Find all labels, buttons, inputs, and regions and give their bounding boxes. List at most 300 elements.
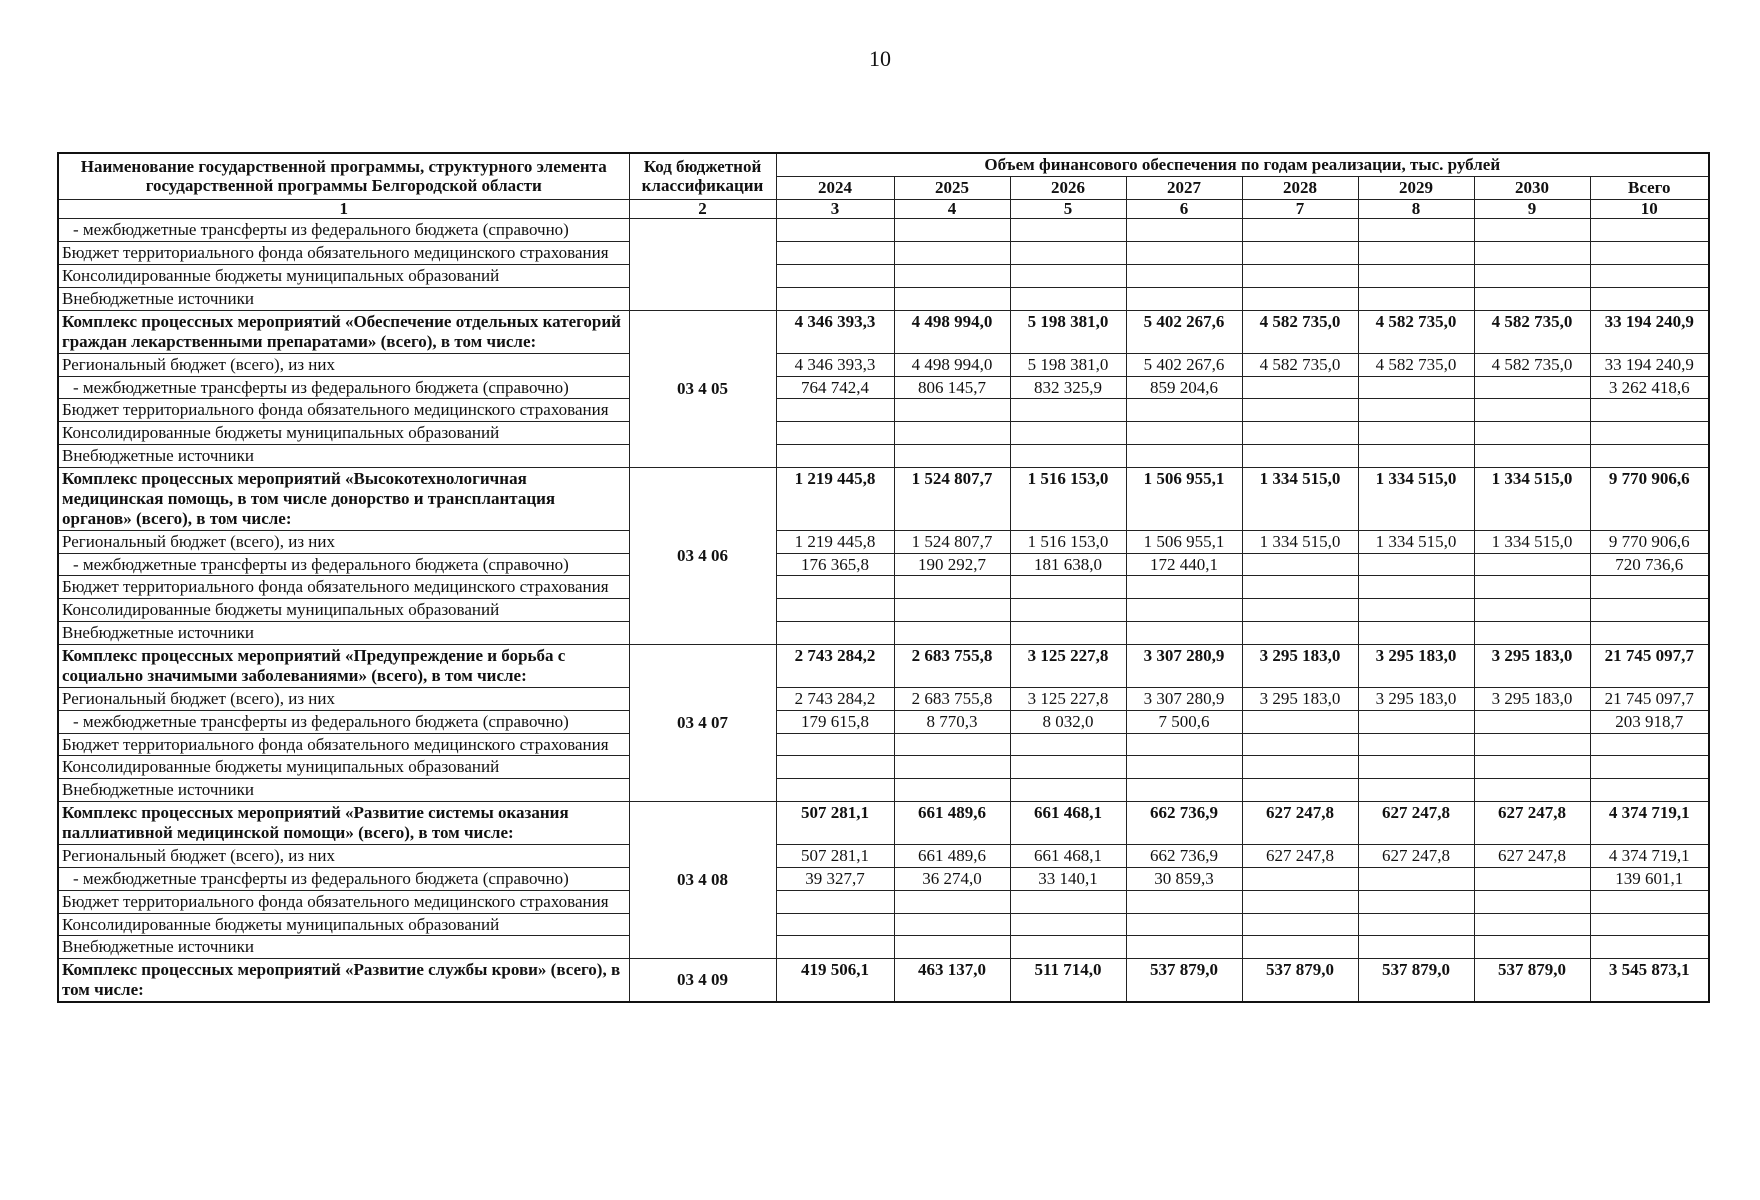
table-row <box>58 576 1709 599</box>
value-total <box>1590 399 1709 422</box>
value-cell <box>894 219 1010 242</box>
value-cell: 1 219 445,8 <box>776 468 894 531</box>
value-cell <box>1242 936 1358 959</box>
value-cell <box>1474 599 1590 622</box>
table-body <box>58 219 1709 1002</box>
row-name: Региональный бюджет (всего), из них <box>58 530 629 553</box>
value-cell: 4 582 735,0 <box>1358 310 1474 353</box>
value-cell <box>1010 422 1126 445</box>
value-total <box>1590 733 1709 756</box>
value-cell <box>1010 219 1126 242</box>
row-name: Региональный бюджет (всего), из них <box>58 353 629 376</box>
value-cell <box>776 756 894 779</box>
table-row <box>58 422 1709 445</box>
table-row <box>58 265 1709 288</box>
value-cell: 1 516 153,0 <box>1010 468 1126 531</box>
value-cell <box>1242 376 1358 399</box>
table-row-measure <box>58 959 1709 1002</box>
value-cell <box>776 936 894 959</box>
value-cell <box>776 445 894 468</box>
value-cell: 3 295 183,0 <box>1474 687 1590 710</box>
value-cell <box>1358 756 1474 779</box>
row-name: Региональный бюджет (всего), из них <box>58 844 629 867</box>
value-cell: 627 247,8 <box>1358 802 1474 845</box>
value-cell: 4 498 994,0 <box>894 310 1010 353</box>
row-name: Комплекс процессных мероприятий «Развитие службы крови» (всего), в том числе: <box>58 959 629 1002</box>
value-cell <box>1242 422 1358 445</box>
value-cell <box>894 445 1010 468</box>
value-cell <box>894 756 1010 779</box>
row-name: Бюджет территориального фонда обязательного медицинского страхования <box>58 733 629 756</box>
header-name: Наименование государственной программы, структурного элемента государственной программы Белгородской области <box>58 153 629 199</box>
row-name: Внебюджетные источники <box>58 779 629 802</box>
value-cell <box>1358 779 1474 802</box>
table-row <box>58 599 1709 622</box>
value-cell <box>1474 890 1590 913</box>
value-cell <box>1474 936 1590 959</box>
value-cell <box>894 399 1010 422</box>
value-cell <box>894 576 1010 599</box>
value-cell <box>1126 599 1242 622</box>
value-cell: 4 582 735,0 <box>1242 310 1358 353</box>
value-cell <box>1474 913 1590 936</box>
value-cell <box>1474 756 1590 779</box>
row-name: Внебюджетные источники <box>58 936 629 959</box>
value-cell: 627 247,8 <box>1242 802 1358 845</box>
value-cell <box>1474 576 1590 599</box>
value-cell: 662 736,9 <box>1126 844 1242 867</box>
value-cell <box>1242 242 1358 265</box>
header-year: 2030 <box>1474 176 1590 199</box>
table-row <box>58 288 1709 311</box>
value-cell: 5 198 381,0 <box>1010 310 1126 353</box>
value-cell <box>1474 710 1590 733</box>
value-cell: 661 468,1 <box>1010 802 1126 845</box>
value-total <box>1590 219 1709 242</box>
value-cell <box>1242 890 1358 913</box>
value-cell <box>1242 553 1358 576</box>
column-number: 1 <box>58 199 629 219</box>
value-total <box>1590 756 1709 779</box>
value-total <box>1590 779 1709 802</box>
table-row <box>58 376 1709 399</box>
value-cell: 5 198 381,0 <box>1010 353 1126 376</box>
value-cell: 1 524 807,7 <box>894 468 1010 531</box>
row-name: Бюджет территориального фонда обязательного медицинского страхования <box>58 242 629 265</box>
row-name: Комплекс процессных мероприятий «Развитие системы оказания паллиативной медицинской помощи» (всего), в том числе: <box>58 802 629 845</box>
value-cell <box>776 219 894 242</box>
value-cell <box>1474 376 1590 399</box>
value-cell <box>1358 733 1474 756</box>
value-total: 139 601,1 <box>1590 867 1709 890</box>
value-cell <box>1242 779 1358 802</box>
value-cell: 661 489,6 <box>894 844 1010 867</box>
value-cell: 4 582 735,0 <box>1474 353 1590 376</box>
value-cell <box>1126 913 1242 936</box>
value-cell <box>1126 622 1242 645</box>
value-cell <box>1010 936 1126 959</box>
value-cell: 3 295 183,0 <box>1242 687 1358 710</box>
value-total: 4 374 719,1 <box>1590 802 1709 845</box>
value-cell <box>1126 936 1242 959</box>
header-year: 2024 <box>776 176 894 199</box>
value-cell <box>776 265 894 288</box>
value-cell <box>1242 288 1358 311</box>
table-row <box>58 890 1709 913</box>
value-cell <box>1358 913 1474 936</box>
column-number: 7 <box>1242 199 1358 219</box>
value-cell <box>1010 756 1126 779</box>
value-cell <box>776 399 894 422</box>
value-cell <box>776 576 894 599</box>
value-cell <box>1358 867 1474 890</box>
value-cell: 4 582 735,0 <box>1242 353 1358 376</box>
value-cell <box>1126 288 1242 311</box>
value-cell: 4 346 393,3 <box>776 310 894 353</box>
value-cell <box>1474 399 1590 422</box>
value-cell: 537 879,0 <box>1126 959 1242 1002</box>
value-total <box>1590 936 1709 959</box>
row-name: Консолидированные бюджеты муниципальных образований <box>58 599 629 622</box>
value-cell <box>1242 867 1358 890</box>
value-cell <box>776 733 894 756</box>
value-total: 33 194 240,9 <box>1590 353 1709 376</box>
budget-code: 03 4 07 <box>629 645 776 802</box>
table-row <box>58 867 1709 890</box>
row-name: Региональный бюджет (всего), из них <box>58 687 629 710</box>
value-cell: 5 402 267,6 <box>1126 310 1242 353</box>
value-cell: 1 516 153,0 <box>1010 530 1126 553</box>
row-name: Бюджет территориального фонда обязательного медицинского страхования <box>58 576 629 599</box>
value-cell: 3 125 227,8 <box>1010 687 1126 710</box>
value-cell: 2 683 755,8 <box>894 687 1010 710</box>
value-cell <box>1358 576 1474 599</box>
value-total: 9 770 906,6 <box>1590 530 1709 553</box>
value-cell: 5 402 267,6 <box>1126 353 1242 376</box>
table-row <box>58 733 1709 756</box>
value-cell: 661 468,1 <box>1010 844 1126 867</box>
value-cell <box>1358 553 1474 576</box>
value-cell <box>1358 890 1474 913</box>
value-cell <box>1474 288 1590 311</box>
header-year: 2025 <box>894 176 1010 199</box>
value-cell <box>1474 422 1590 445</box>
header-year: 2026 <box>1010 176 1126 199</box>
value-cell: 1 506 955,1 <box>1126 468 1242 531</box>
table-row <box>58 353 1709 376</box>
value-cell <box>1010 265 1126 288</box>
table-row-measure <box>58 802 1709 845</box>
value-cell <box>1358 376 1474 399</box>
value-cell <box>1242 599 1358 622</box>
table-row <box>58 622 1709 645</box>
budget-table <box>57 152 1710 1003</box>
value-cell: 2 683 755,8 <box>894 645 1010 688</box>
value-cell <box>894 599 1010 622</box>
table-row-measure <box>58 645 1709 688</box>
value-total: 203 918,7 <box>1590 710 1709 733</box>
header-year: 2027 <box>1126 176 1242 199</box>
value-cell <box>1242 622 1358 645</box>
value-cell <box>1126 399 1242 422</box>
table-row <box>58 445 1709 468</box>
row-name: - межбюджетные трансферты из федерального бюджета (справочно) <box>58 376 629 399</box>
value-cell <box>1242 219 1358 242</box>
value-cell: 627 247,8 <box>1474 802 1590 845</box>
value-cell <box>1474 265 1590 288</box>
value-total <box>1590 288 1709 311</box>
value-total <box>1590 913 1709 936</box>
value-cell <box>776 599 894 622</box>
value-cell <box>1474 242 1590 265</box>
value-cell: 507 281,1 <box>776 844 894 867</box>
value-cell <box>1010 890 1126 913</box>
value-cell: 1 524 807,7 <box>894 530 1010 553</box>
value-cell: 1 334 515,0 <box>1242 468 1358 531</box>
value-cell <box>776 422 894 445</box>
value-total <box>1590 422 1709 445</box>
value-cell: 179 615,8 <box>776 710 894 733</box>
table-row <box>58 687 1709 710</box>
value-cell <box>776 242 894 265</box>
value-cell: 181 638,0 <box>1010 553 1126 576</box>
value-cell <box>1242 576 1358 599</box>
row-name: Бюджет территориального фонда обязательного медицинского страхования <box>58 890 629 913</box>
value-cell: 463 137,0 <box>894 959 1010 1002</box>
header-volume: Объем финансового обеспечения по годам реализации, тыс. рублей <box>776 153 1709 176</box>
value-cell <box>1358 622 1474 645</box>
value-cell: 2 743 284,2 <box>776 645 894 688</box>
column-number: 6 <box>1126 199 1242 219</box>
value-cell <box>1010 445 1126 468</box>
value-total: 33 194 240,9 <box>1590 310 1709 353</box>
value-cell <box>1358 445 1474 468</box>
value-total <box>1590 242 1709 265</box>
value-cell <box>894 890 1010 913</box>
value-cell: 627 247,8 <box>1242 844 1358 867</box>
value-cell: 3 307 280,9 <box>1126 645 1242 688</box>
value-cell: 511 714,0 <box>1010 959 1126 1002</box>
value-cell: 3 295 183,0 <box>1242 645 1358 688</box>
value-cell <box>1010 242 1126 265</box>
value-cell: 1 506 955,1 <box>1126 530 1242 553</box>
value-cell: 537 879,0 <box>1474 959 1590 1002</box>
budget-code: 03 4 09 <box>629 959 776 1002</box>
value-cell: 537 879,0 <box>1242 959 1358 1002</box>
value-cell: 627 247,8 <box>1474 844 1590 867</box>
value-cell <box>1358 710 1474 733</box>
value-cell: 2 743 284,2 <box>776 687 894 710</box>
value-cell: 36 274,0 <box>894 867 1010 890</box>
value-cell <box>1010 622 1126 645</box>
value-cell: 3 295 183,0 <box>1358 687 1474 710</box>
column-number: 8 <box>1358 199 1474 219</box>
value-cell: 30 859,3 <box>1126 867 1242 890</box>
row-name: - межбюджетные трансферты из федерального бюджета (справочно) <box>58 710 629 733</box>
value-cell: 662 736,9 <box>1126 802 1242 845</box>
budget-code: 03 4 06 <box>629 468 776 645</box>
value-cell <box>894 422 1010 445</box>
table-row <box>58 242 1709 265</box>
table-row <box>58 936 1709 959</box>
value-cell: 3 295 183,0 <box>1474 645 1590 688</box>
value-total <box>1590 599 1709 622</box>
value-cell: 832 325,9 <box>1010 376 1126 399</box>
value-cell <box>894 913 1010 936</box>
row-name: Консолидированные бюджеты муниципальных образований <box>58 422 629 445</box>
value-cell: 1 219 445,8 <box>776 530 894 553</box>
column-number: 4 <box>894 199 1010 219</box>
row-name: Внебюджетные источники <box>58 288 629 311</box>
value-cell: 7 500,6 <box>1126 710 1242 733</box>
value-cell <box>1126 265 1242 288</box>
value-cell: 419 506,1 <box>776 959 894 1002</box>
value-cell: 1 334 515,0 <box>1358 530 1474 553</box>
value-cell <box>776 779 894 802</box>
value-cell: 172 440,1 <box>1126 553 1242 576</box>
value-cell <box>894 936 1010 959</box>
value-cell <box>1474 779 1590 802</box>
header-total: Всего <box>1590 176 1709 199</box>
value-total: 3 262 418,6 <box>1590 376 1709 399</box>
row-name: Комплекс процессных мероприятий «Высокотехнологичная медицинская помощь, в том числе донорство и трансплантация органов» (всего), в том числе: <box>58 468 629 531</box>
value-cell <box>776 288 894 311</box>
row-name: Комплекс процессных мероприятий «Предупреждение и борьба с социально значимыми заболеваниями» (всего), в том числе: <box>58 645 629 688</box>
column-number: 5 <box>1010 199 1126 219</box>
value-cell: 3 295 183,0 <box>1358 645 1474 688</box>
value-cell <box>894 288 1010 311</box>
value-cell <box>894 622 1010 645</box>
value-cell <box>894 779 1010 802</box>
value-cell <box>1126 733 1242 756</box>
value-cell <box>894 265 1010 288</box>
value-cell: 806 145,7 <box>894 376 1010 399</box>
value-cell <box>1242 265 1358 288</box>
value-cell: 33 140,1 <box>1010 867 1126 890</box>
value-cell <box>1474 733 1590 756</box>
value-cell <box>1242 913 1358 936</box>
value-cell <box>1126 422 1242 445</box>
value-cell <box>894 242 1010 265</box>
value-cell: 1 334 515,0 <box>1358 468 1474 531</box>
value-cell <box>1242 733 1358 756</box>
value-cell: 4 582 735,0 <box>1474 310 1590 353</box>
value-total: 9 770 906,6 <box>1590 468 1709 531</box>
table-row <box>58 913 1709 936</box>
value-cell <box>1010 399 1126 422</box>
budget-code: 03 4 05 <box>629 310 776 467</box>
table-row <box>58 553 1709 576</box>
table-row <box>58 710 1709 733</box>
header-year: 2029 <box>1358 176 1474 199</box>
row-name: Внебюджетные источники <box>58 445 629 468</box>
value-cell <box>1242 399 1358 422</box>
value-total <box>1590 576 1709 599</box>
value-cell: 8 032,0 <box>1010 710 1126 733</box>
value-cell: 8 770,3 <box>894 710 1010 733</box>
table-row <box>58 219 1709 242</box>
value-cell <box>1358 399 1474 422</box>
value-cell: 859 204,6 <box>1126 376 1242 399</box>
row-name: Внебюджетные источники <box>58 622 629 645</box>
value-cell: 176 365,8 <box>776 553 894 576</box>
value-cell <box>1474 445 1590 468</box>
table-header <box>58 153 1709 219</box>
value-cell <box>1126 445 1242 468</box>
table-row <box>58 844 1709 867</box>
value-cell <box>1358 936 1474 959</box>
value-total: 4 374 719,1 <box>1590 844 1709 867</box>
value-cell <box>1010 913 1126 936</box>
row-name: Консолидированные бюджеты муниципальных образований <box>58 913 629 936</box>
value-cell: 4 582 735,0 <box>1358 353 1474 376</box>
value-cell <box>1242 445 1358 468</box>
value-cell <box>776 913 894 936</box>
value-cell <box>1358 288 1474 311</box>
value-cell: 764 742,4 <box>776 376 894 399</box>
value-total <box>1590 622 1709 645</box>
value-cell <box>1126 756 1242 779</box>
budget-code: 03 4 08 <box>629 802 776 959</box>
value-total: 21 745 097,7 <box>1590 687 1709 710</box>
header-code: Код бюджетной классификации <box>629 153 776 199</box>
value-cell: 39 327,7 <box>776 867 894 890</box>
value-cell: 190 292,7 <box>894 553 1010 576</box>
value-cell <box>1126 890 1242 913</box>
table-row <box>58 399 1709 422</box>
column-number: 10 <box>1590 199 1709 219</box>
value-cell <box>1242 756 1358 779</box>
value-total <box>1590 265 1709 288</box>
value-total <box>1590 890 1709 913</box>
value-cell: 3 125 227,8 <box>1010 645 1126 688</box>
value-cell: 4 498 994,0 <box>894 353 1010 376</box>
value-cell <box>1358 242 1474 265</box>
value-cell <box>1010 779 1126 802</box>
value-cell: 661 489,6 <box>894 802 1010 845</box>
value-total: 21 745 097,7 <box>1590 645 1709 688</box>
value-cell <box>1474 867 1590 890</box>
value-cell <box>776 622 894 645</box>
value-cell <box>894 733 1010 756</box>
value-cell: 1 334 515,0 <box>1474 530 1590 553</box>
row-name: Консолидированные бюджеты муниципальных образований <box>58 756 629 779</box>
value-cell <box>1474 219 1590 242</box>
column-number: 9 <box>1474 199 1590 219</box>
row-name: Бюджет территориального фонда обязательного медицинского страхования <box>58 399 629 422</box>
row-name: - межбюджетные трансферты из федерального бюджета (справочно) <box>58 553 629 576</box>
row-name: - межбюджетные трансферты из федерального бюджета (справочно) <box>58 219 629 242</box>
row-name: Консолидированные бюджеты муниципальных образований <box>58 265 629 288</box>
table-row-measure <box>58 468 1709 531</box>
page-number: 10 <box>869 46 891 71</box>
header-year: 2028 <box>1242 176 1358 199</box>
value-cell: 537 879,0 <box>1358 959 1474 1002</box>
table-row <box>58 756 1709 779</box>
table-row <box>58 779 1709 802</box>
row-name: Комплекс процессных мероприятий «Обеспечение отдельных категорий граждан лекарственными препаратами» (всего), в том числе: <box>58 310 629 353</box>
value-cell <box>1474 553 1590 576</box>
column-number: 2 <box>629 199 776 219</box>
table-row <box>58 530 1709 553</box>
value-total: 720 736,6 <box>1590 553 1709 576</box>
value-total: 3 545 873,1 <box>1590 959 1709 1002</box>
value-cell: 3 307 280,9 <box>1126 687 1242 710</box>
value-cell: 507 281,1 <box>776 802 894 845</box>
value-cell <box>1010 288 1126 311</box>
value-cell <box>1010 576 1126 599</box>
value-cell: 4 346 393,3 <box>776 353 894 376</box>
